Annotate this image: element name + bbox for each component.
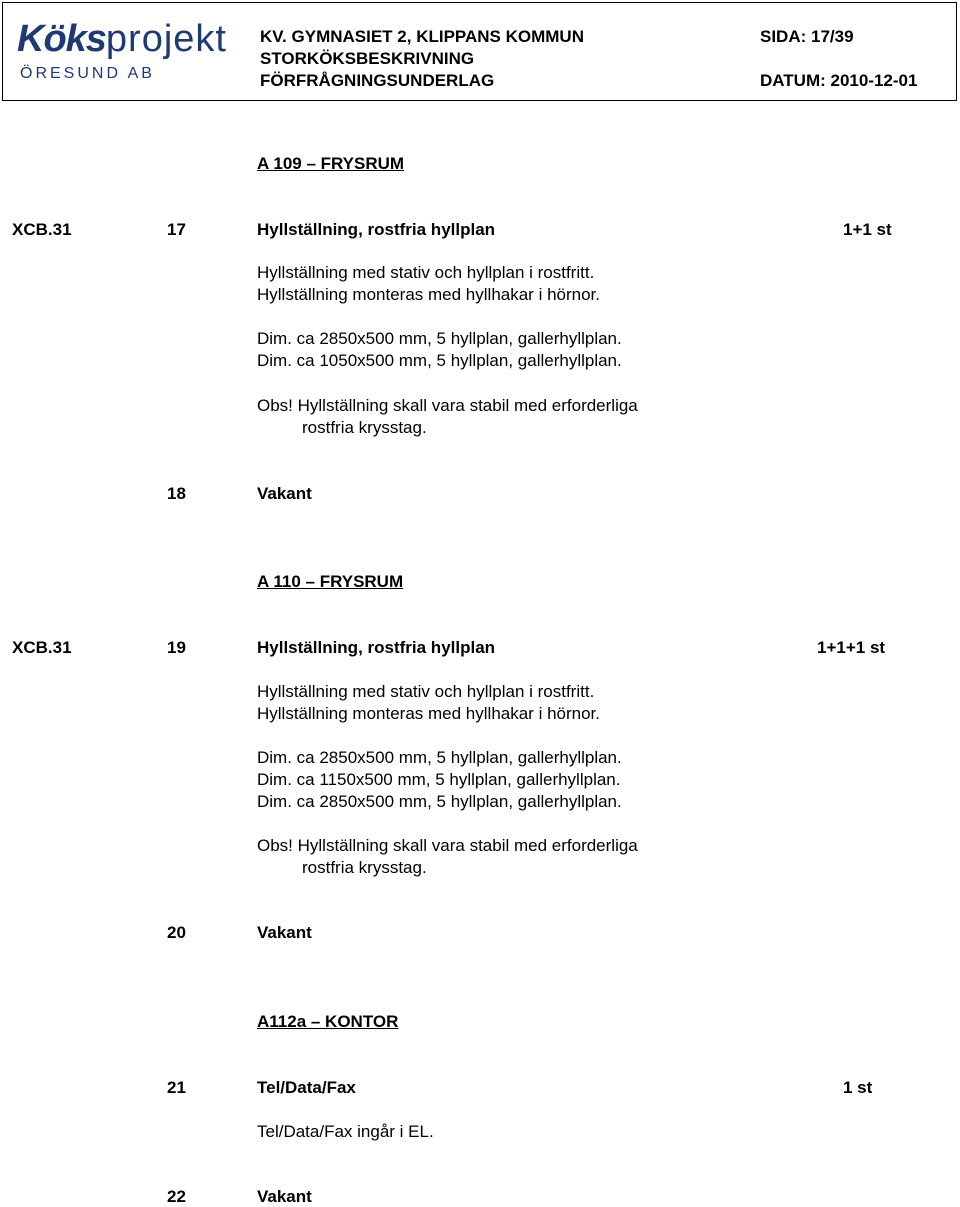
item-dimension: Dim. ca 1050x500 mm, 5 hyllplan, gallerhyllplan.: [257, 351, 622, 370]
header-page-number: SIDA: 17/39: [760, 27, 854, 46]
section-heading: A 109 – FRYSRUM: [257, 154, 405, 173]
item-title: Hyllställning, rostfria hyllplan: [257, 220, 496, 239]
header-doc-status: FÖRFRÅGNINGSUNDERLAG: [260, 71, 495, 90]
item-description: Hyllställning monteras med hyllhakar i hörnor.: [257, 704, 600, 723]
logo-projekt: projekt: [105, 18, 227, 60]
item-title: Tel/Data/Fax: [257, 1078, 356, 1097]
item-description: Hyllställning med stativ och hyllplan i rostfritt.: [257, 682, 595, 701]
header-date: DATUM: 2010-12-01: [760, 71, 918, 90]
item-number: 19: [167, 638, 186, 657]
vacant-number: 20: [167, 923, 186, 942]
item-number: 17: [167, 220, 186, 239]
item-code: XCB.31: [12, 220, 72, 239]
header-doc-type: STORKÖKSBESKRIVNING: [260, 49, 475, 68]
item-dimension: Dim. ca 2850x500 mm, 5 hyllplan, gallerhyllplan.: [257, 792, 622, 811]
item-quantity: 1 st: [843, 1078, 873, 1097]
item-title: Hyllställning, rostfria hyllplan: [257, 638, 496, 657]
item-note: Obs! Hyllställning skall vara stabil med erforderliga: [257, 836, 638, 855]
vacant-number: 18: [167, 484, 186, 503]
vacant-number: 22: [167, 1187, 186, 1206]
vacant-label: Vakant: [257, 923, 312, 942]
item-description: Tel/Data/Fax ingår i EL.: [257, 1122, 434, 1141]
company-logo: [17, 17, 227, 87]
header-project: KV. GYMNASIET 2, KLIPPANS KOMMUN: [260, 27, 584, 46]
item-code: XCB.31: [12, 638, 72, 657]
item-note: rostfria krysstag.: [302, 418, 427, 437]
section-heading: A 110 – FRYSRUM: [257, 572, 404, 591]
item-dimension: Dim. ca 1150x500 mm, 5 hyllplan, gallerhyllplan.: [257, 770, 621, 789]
page-header: [2, 2, 957, 101]
item-note: Obs! Hyllställning skall vara stabil med erforderliga: [257, 396, 638, 415]
item-number: 21: [167, 1078, 186, 1097]
item-description: Hyllställning med stativ och hyllplan i rostfritt.: [257, 263, 595, 282]
item-dimension: Dim. ca 2850x500 mm, 5 hyllplan, gallerhyllplan.: [257, 748, 622, 767]
item-dimension: Dim. ca 2850x500 mm, 5 hyllplan, gallerhyllplan.: [257, 329, 622, 348]
item-quantity: 1+1+1 st: [817, 638, 886, 657]
item-description: Hyllställning monteras med hyllhakar i hörnor.: [257, 285, 600, 304]
logo-subtitle: ÖRESUND AB: [20, 65, 155, 82]
logo-koks: Köks: [17, 18, 106, 60]
vacant-label: Vakant: [257, 1187, 312, 1206]
section-heading: A112a – KONTOR: [257, 1012, 399, 1031]
item-note: rostfria krysstag.: [302, 858, 427, 877]
vacant-label: Vakant: [257, 484, 312, 503]
item-quantity: 1+1 st: [843, 220, 892, 239]
